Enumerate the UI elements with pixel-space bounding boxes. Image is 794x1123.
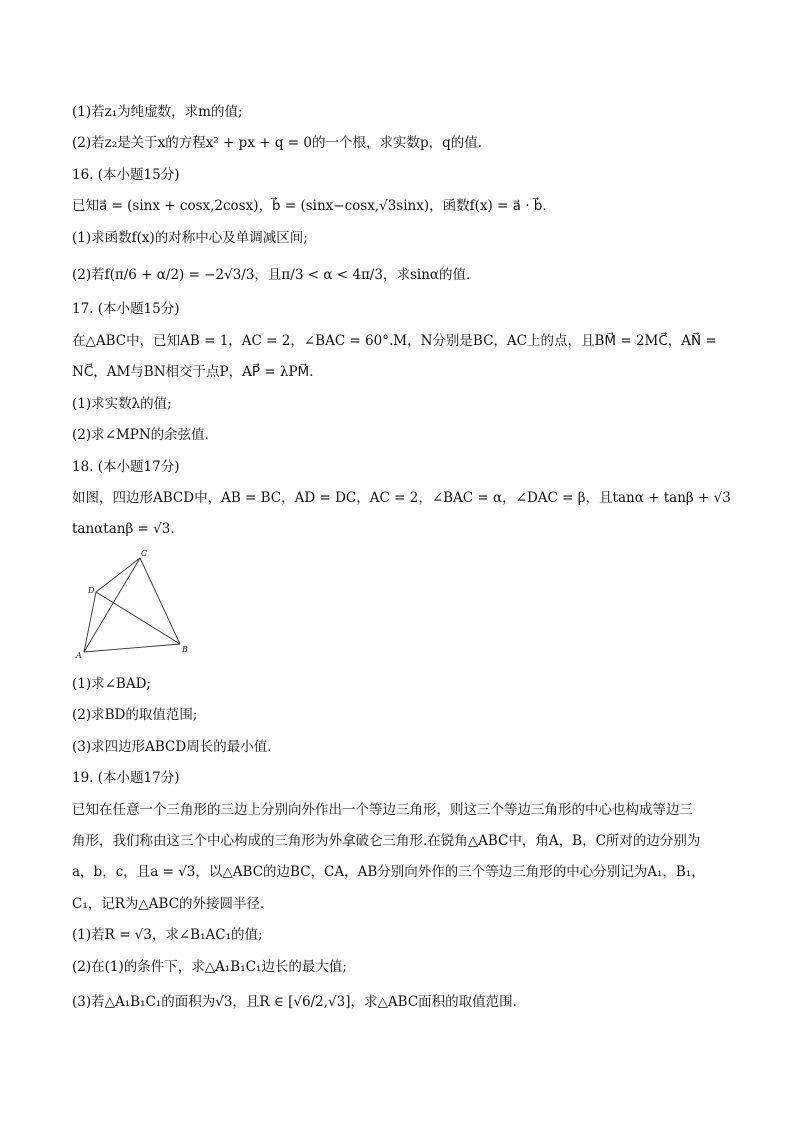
q18-stem-line2: tanαtanβ = √3． [72, 521, 184, 537]
q18-stem-line1: 如图，四边形ABCD中，AB = BC，AD = DC，AC = 2，∠BAC = α，∠DAC = β，且tanα + tanβ + √3 [72, 490, 731, 506]
vertex-label-a: A [76, 651, 82, 660]
q17-part1: (1)求实数λ的值; [72, 396, 172, 412]
q16-stem: 已知a⃗ = (sinx + cosx,2cosx)，b⃗ = (sinx−cosx,√3sinx)，函数f(x) = a⃗ · b⃗． [72, 198, 556, 214]
q19-stem-line2: 角形，我们称由这三个中心构成的三角形为外拿破仑三角形.在锐角△ABC中，角A，B，C所对的边分别为 [72, 833, 701, 849]
q19-part3: (3)若△A₁B₁C₁的面积为√3，且R ∈ [√6/2,√3]，求△ABC面积的取值范围． [72, 994, 527, 1010]
vertex-label-d: D [88, 586, 95, 595]
q17-part2: (2)求∠MPN的余弦值． [72, 427, 219, 443]
quadrilateral-figure [74, 548, 198, 660]
q19-stem-line4: C₁，记R为△ABC的外接圆半径． [72, 896, 274, 912]
q17-header: 17. (本小题15分) [72, 301, 180, 317]
q16-header: 16. (本小题15分) [72, 167, 180, 183]
q15-part2: (2)若z₂是关于x的方程x² + px + q = 0的一个根，求实数p，q的值． [72, 135, 492, 151]
q15-part1: (1)若z₁为纯虚数，求m的值; [72, 104, 243, 120]
q16-part2: (2)若f(π/6 + α/2) = −2√3/3，且π/3 < α < 4π/3，求sinα的值． [72, 267, 480, 283]
q18-part3: (3)求四边形ABCD周长的最小值． [72, 739, 281, 755]
q19-stem-line3: a，b，c，且a = √3，以△ABC的边BC，CA，AB分别向外作的三个等边三角形的中心分别记为A₁，B₁， [72, 864, 705, 880]
q17-stem-line1: 在△ABC中，已知AB = 1，AC = 2，∠BAC = 60°.M，N分别是BC，AC上的点，且BM⃗ = 2MC⃗，AN⃗ = [72, 333, 717, 349]
q19-part2: (2)在(1)的条件下，求△A₁B₁C₁边长的最大值; [72, 959, 347, 975]
q19-header: 19. (本小题17分) [72, 770, 180, 786]
q18-header: 18. (本小题17分) [72, 459, 180, 475]
vertex-label-c: C [141, 549, 148, 558]
q19-part1: (1)若R = √3，求∠B₁AC₁的值; [72, 927, 263, 943]
q17-stem-line2: NC⃗，AM与BN相交于点P，AP⃗ = λPM⃗． [72, 364, 323, 380]
vertex-label-b: B [182, 645, 188, 654]
q16-part1: (1)求函数f(x)的对称中心及单调减区间; [72, 230, 308, 246]
q18-part2: (2)求BD的取值范围; [72, 707, 198, 723]
q19-stem-line1: 已知在任意一个三角形的三边上分别向外作出一个等边三角形，则这三个等边三角形的中心也构成等边三 [72, 802, 693, 818]
q18-part1: (1)求∠BAD; [72, 676, 151, 692]
